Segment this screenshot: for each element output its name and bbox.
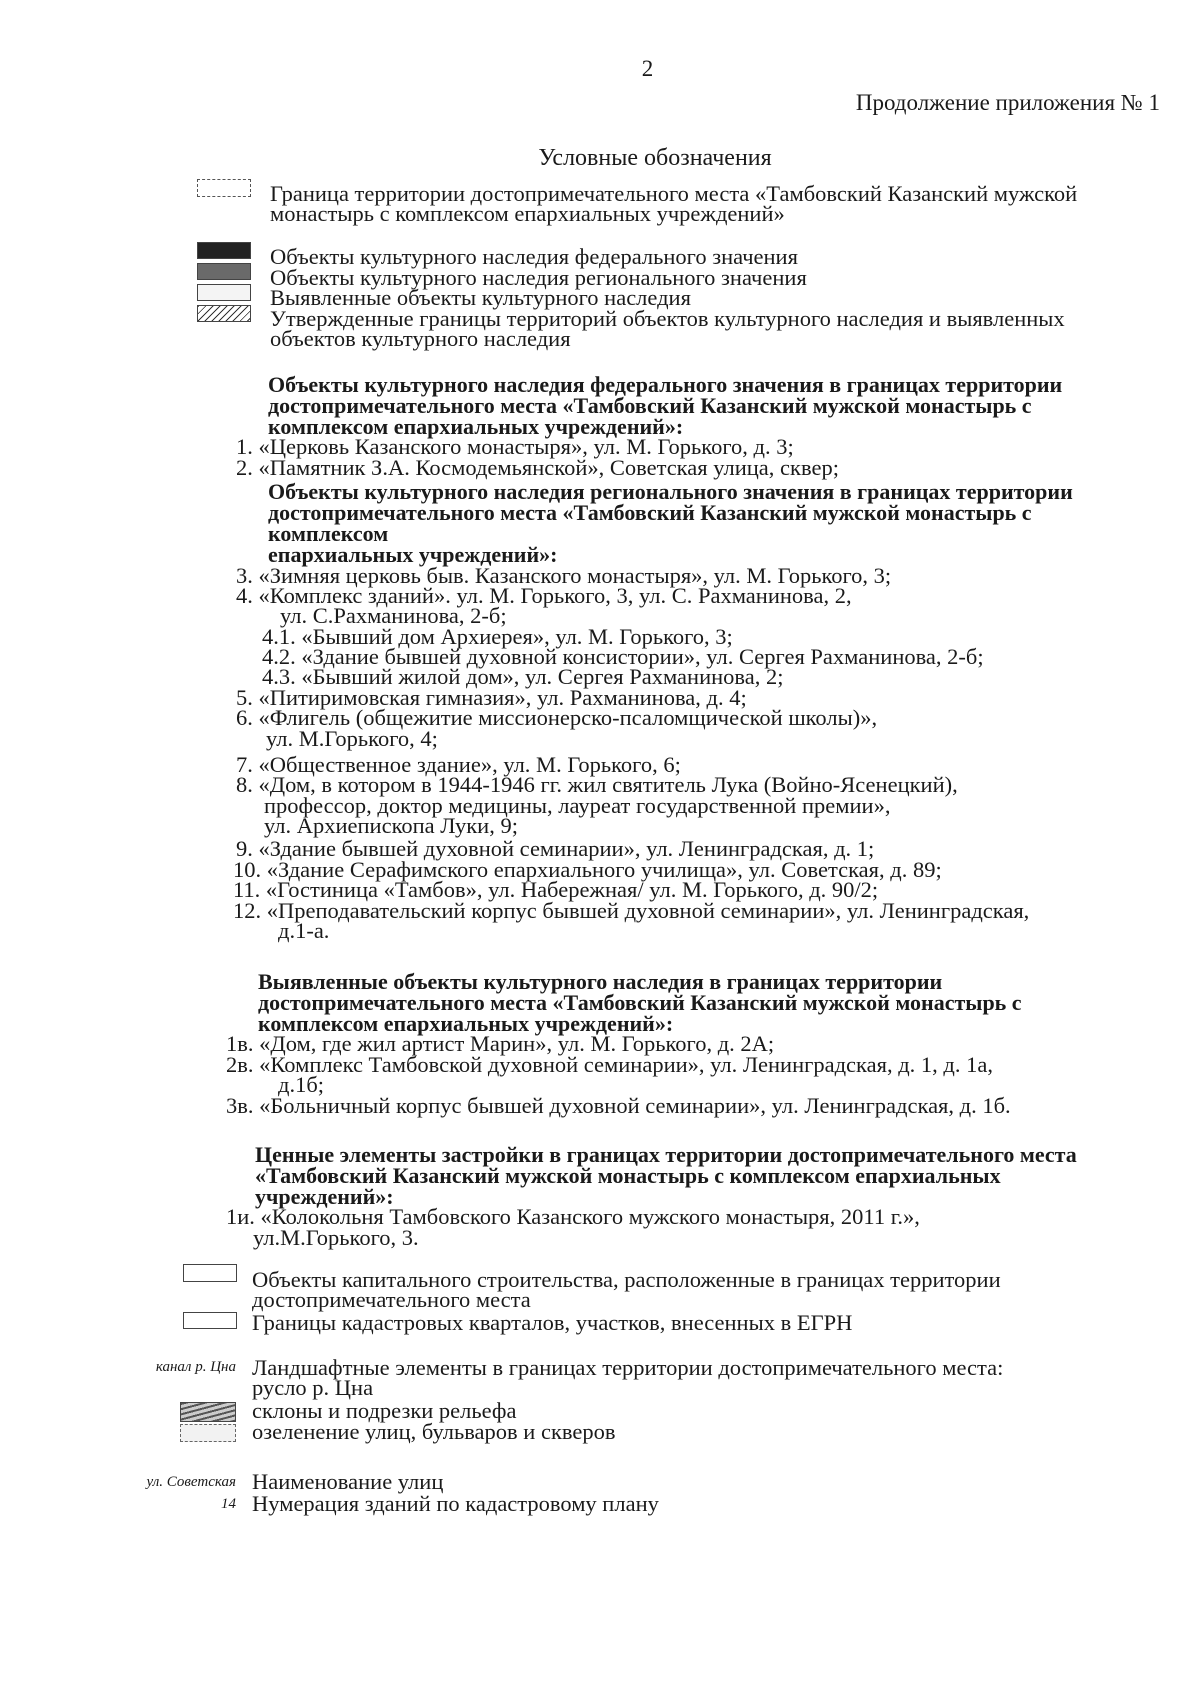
street-label: ул. Советская [146, 1474, 236, 1490]
list-item-cont: ул. Архиепископа Луки, 9; [264, 813, 518, 838]
num-label: 14 [221, 1496, 236, 1512]
regional-swatch [197, 263, 251, 280]
list-item-cont: ул. С.Рахманинова, 2-б; [280, 603, 507, 628]
hatched-swatch [197, 305, 251, 322]
legend-regional: Объекты культурного наследия регионального значения [270, 265, 807, 290]
federal-swatch [197, 242, 251, 259]
legend-cadastral: Границы кадастровых кварталов, участков, внесенных в ЕГРН [252, 1310, 853, 1335]
list-item: 4.1. «Бывший дом Архиерея», ул. М. Горького, 3; [262, 624, 733, 649]
list-item: 2. «Памятник З.А. Космодемьянской», Советская улица, сквер; [236, 455, 839, 480]
list-item: 4.2. «Здание бывшей духовной консистории», ул. Сергея Рахманинова, 2-б; [262, 644, 984, 669]
continuation-note: Продолжение приложения № 1 [855, 90, 1160, 115]
list-item: 9. «Здание бывшей духовной семинарии», ул. Ленинградская, д. 1; [236, 836, 875, 861]
list-item: 10. «Здание Серафимского епархиального училища», ул. Советская, д. 89; [233, 857, 942, 882]
list-item: 7. «Общественное здание», ул. М. Горького, 6; [236, 752, 681, 777]
legend-boundary: Граница территории достопримечательного места «Тамбовский Казанский мужской монастырь с комплексом епархиальных учреждений» [270, 181, 1078, 226]
list-item-cont: ул. М.Горького, 4; [266, 726, 438, 751]
regional-heading-end: епархиальных учреждений»: [268, 542, 558, 567]
legend-slopes: склоны и подрезки рельефа [252, 1398, 517, 1423]
landscape-label: канал р. Цна [155, 1359, 236, 1375]
list-item: 4. «Комплекс зданий». ул. М. Горького, 3, ул. С. Рахманинова, 2, [236, 583, 852, 608]
list-item: 1и. «Колокольня Тамбовского Казанского мужского монастыря, 2011 г.», [226, 1204, 920, 1229]
capital-swatch [183, 1264, 237, 1282]
legend-street: Наименование улиц [252, 1469, 444, 1494]
identified-heading: Выявленные объекты культурного наследия в границах территории достопримечательного места «Тамбовский Казанский мужской монастырь с комплексом епархиальных учреждений»: [258, 969, 1022, 1036]
valuable-heading: Ценные элементы застройки в границах территории достопримечательного места «Тамбовский Казанский мужской монастырь с комплексом епархиальных учреждений»: [255, 1142, 1077, 1209]
list-item-cont: д.1б; [278, 1072, 325, 1097]
list-item-cont: ул.М.Горького, 3. [253, 1225, 419, 1250]
identified-swatch [197, 284, 251, 301]
legend-riverbed: русло р. Цна [252, 1375, 374, 1400]
legend-numbering: Нумерация зданий по кадастровому плану [252, 1491, 659, 1516]
list-item-cont: профессор, доктор медицины, лауреат государственной премии», [264, 793, 891, 818]
slopes-swatch [180, 1402, 236, 1422]
legend-approved-boundaries: Утвержденные границы территорий объектов культурного наследия и выявленных объектов культурного наследия [270, 306, 1065, 351]
list-item: 3. «Зимняя церковь быв. Казанского монастыря», ул. М. Горького, 3; [236, 563, 892, 588]
federal-heading: Объекты культурного наследия федерального значения в границах территории достопримечательного места «Тамбовский Казанский мужской монастырь с комплексом епархиальных учреждений»: [268, 372, 1063, 439]
list-item: 12. «Преподавательский корпус бывшей духовной семинарии», ул. Ленинградская, [233, 898, 1030, 923]
legend-federal: Объекты культурного наследия федерального значения [270, 244, 798, 269]
list-item: 5. «Питиримовская гимназия», ул. Рахманинова, д. 4; [236, 685, 747, 710]
list-item: 1в. «Дом, где жил артист Марин», ул. М. Горького, д. 2А; [226, 1031, 775, 1056]
legend-greenery: озеленение улиц, бульваров и скверов [252, 1419, 616, 1444]
legend-landscape: Ландшафтные элементы в границах территории достопримечательного места: [252, 1355, 1004, 1380]
page-number: 2 [641, 56, 654, 81]
legend-title: Условные обозначения [538, 145, 772, 171]
list-item: 8. «Дом, в котором в 1944-1946 гг. жил святитель Лука (Войно-Ясенецкий), [236, 772, 958, 797]
list-item: 6. «Флигель (общежитие миссионерско-псаломщической школы)», [236, 705, 878, 730]
legend-identified: Выявленные объекты культурного наследия [270, 285, 691, 310]
boundary-swatch [197, 179, 251, 197]
list-item-cont: д.1-а. [278, 918, 330, 943]
list-item: 1. «Церковь Казанского монастыря», ул. М. Горького, д. 3; [236, 434, 794, 459]
list-item: 3в. «Больничный корпус бывшей духовной семинарии», ул. Ленинградская, д. 1б. [226, 1093, 1011, 1118]
legend-capital: Объекты капитального строительства, расположенные в границах территории достопримечательного места [252, 1267, 1001, 1312]
list-item: 4.3. «Бывший жилой дом», ул. Сергея Рахманинова, 2; [262, 664, 784, 689]
list-item: 2в. «Комплекс Тамбовской духовной семинарии», ул. Ленинградская, д. 1, д. 1а, [226, 1052, 993, 1077]
list-item: 11. «Гостиница «Тамбов», ул. Набережная/ ул. М. Горького, д. 90/2; [233, 877, 879, 902]
cadastral-swatch [183, 1312, 237, 1329]
regional-heading: Объекты культурного наследия регионального значения в границах территории достопримечательного места «Тамбовский Казанский мужской монастырь с комплексом [268, 479, 1073, 546]
greenery-swatch [180, 1424, 236, 1442]
